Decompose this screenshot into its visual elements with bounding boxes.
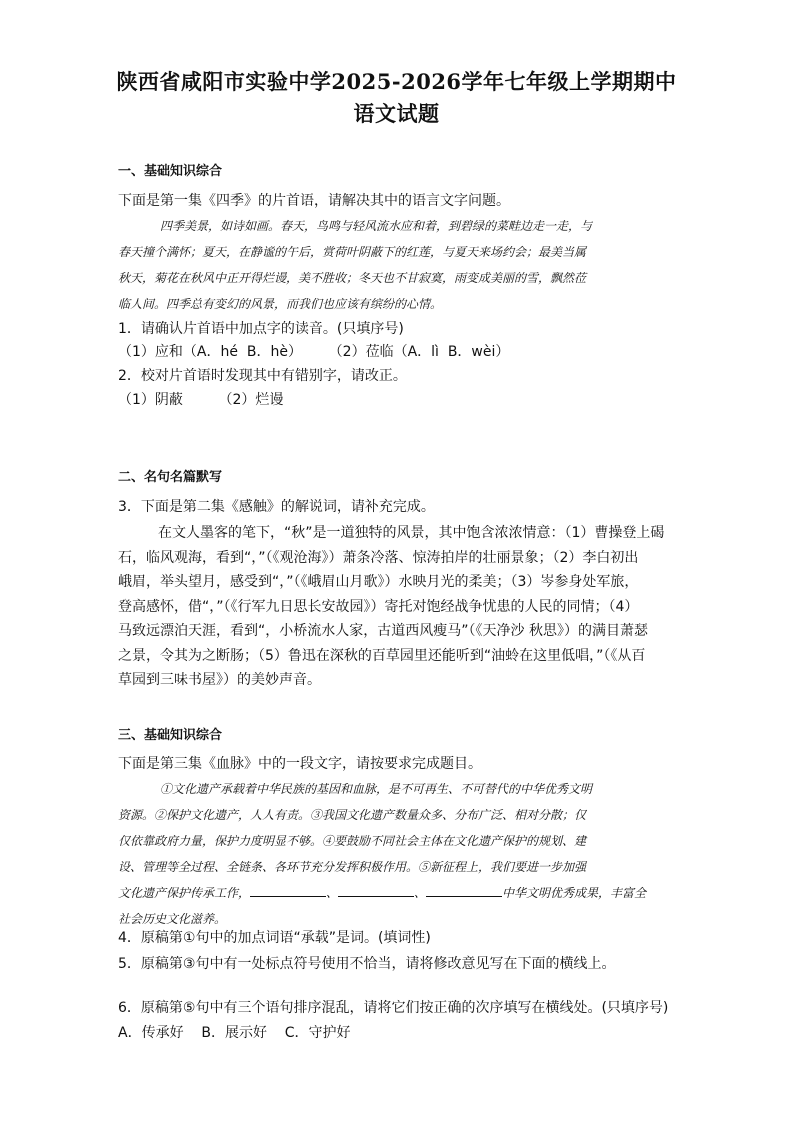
section2-heading: 二、名句名篇默写 xyxy=(118,470,223,485)
question-6: 6．原稿第⑤句中有三个语句排序混乱，请将它们按正确的次序填写在横线处。(只填序号) xyxy=(118,1000,669,1016)
section3-heading: 三、基础知识综合 xyxy=(118,728,223,743)
fill-blank[interactable] xyxy=(250,884,326,897)
fill-blank[interactable] xyxy=(426,884,502,897)
exam-title-line1: 陕西省咸阳市实验中学2025-2026学年七年级上学期期中 xyxy=(116,69,677,94)
fill-blank[interactable] xyxy=(338,884,414,897)
section3-intro: 下面是第三集《血脉》中的一段文字，请按要求完成题目。 xyxy=(118,756,482,772)
question-2: 2．校对片首语时发现其中有错别字，请改正。 xyxy=(118,368,407,384)
section2-passage-line: 草园到三味书屋》）的美妙声音。 xyxy=(118,672,321,688)
section3-passage-line: 社会历史文化滋养。 xyxy=(118,912,227,926)
section1-passage-line: 秋天，菊花在秋风中正开得烂谩，美不胜收；冬天也不甘寂寞，雨变成美丽的雪，飘然莅 xyxy=(118,271,587,285)
section3-passage-line: ①文化遗产承载着中华民族的基因和血脉，是不可再生、不可替代的中华优秀文明 xyxy=(160,782,593,796)
section3-passage-line-blanks xyxy=(118,884,646,901)
passage-text: 文化遗产保护传承工作， xyxy=(118,886,251,900)
section2-passage-line: 峨眉，举头望月，感受到“，”（《峨眉山月歌》）水映月光的柔美；（3）岑参身处军旅， xyxy=(118,574,639,590)
section1-heading: 一、基础知识综合 xyxy=(118,164,223,179)
section3-passage-line: 仅依靠政府力量，保护力度明显不够。④要鼓励不同社会主体在文化遗产保护的规划、建 xyxy=(118,834,587,848)
section2-passage-line: 马致远漂泊天涯，看到“，小桥流水人家，古道西风瘦马”（《天净沙 秋思》）的满目萧瑟 xyxy=(118,623,648,639)
question-2-options: （1）阴蔽 （2）烂谩 xyxy=(118,392,284,408)
section1-passage-line: 临人间。四季总有变幻的风景，而我们也应该有缤纷的心情。 xyxy=(118,297,443,311)
section1-passage-line: 四季美景，如诗如画。春天，鸟鸣与轻风流水应和着，到碧绿的菜畦边走一走，与 xyxy=(160,219,593,233)
section3-passage-line: 设、管理等全过程、全链条、各环节充分发挥积极作用。⑤新征程上，我们要进一步加强 xyxy=(118,860,587,874)
section2-passage-line: 登高感怀，借“，”（《行军九日思长安故园》）寄托对饱经战争忧患的人民的同情；（4） xyxy=(118,599,639,615)
separator: 、 xyxy=(326,886,339,900)
section3-passage-line: 资源。②保护文化遗产，人人有责。③我国文化遗产数量众多、分布广泛、相对分散；仅 xyxy=(118,808,587,822)
question-4: 4．原稿第①句中的加点词语“承载”是词。(填词性) xyxy=(118,930,431,946)
section2-passage-line: 石，临风观海，看到“，”（《观沧海》）萧条冷落、惊涛拍岸的壮丽景象；（2）李白初出 xyxy=(118,550,639,566)
section2-passage-line: 之景，令其为之断肠；（5）鲁迅在深秋的百草园里还能听到“油蛉在这里低唱，”（《从百 xyxy=(118,648,646,664)
passage-text: 中华文明优秀成果，丰富全 xyxy=(502,886,647,900)
question-6-options: A．传承好 B．展示好 C．守护好 xyxy=(118,1025,351,1041)
section1-passage-line: 春天撞个满怀；夏天，在静谧的午后，赏荷叶阴蔽下的红莲，与夏天来场约会；最美当属 xyxy=(118,245,587,259)
exam-title-line2: 语文试题 xyxy=(353,101,440,126)
question-1-options: （1）应和（A．hé B．hè） （2）莅临（A．lì B．wèi） xyxy=(118,344,510,360)
question-5: 5．原稿第③句中有一处标点符号使用不恰当，请将修改意见写在下面的横线上。 xyxy=(118,956,616,972)
question-1: 1．请确认片首语中加点字的读音。(只填序号) xyxy=(118,321,404,337)
separator: 、 xyxy=(414,886,427,900)
question-3: 3．下面是第二集《感触》的解说词，请补充完成。 xyxy=(118,499,435,515)
section1-intro: 下面是第一集《四季》的片首语，请解决其中的语言文字问题。 xyxy=(118,193,510,209)
section2-passage-line: 在文人墨客的笔下，“秋”是一道独特的风景，其中饱含浓浓情意：（1）曹操登上碣 xyxy=(158,525,665,541)
